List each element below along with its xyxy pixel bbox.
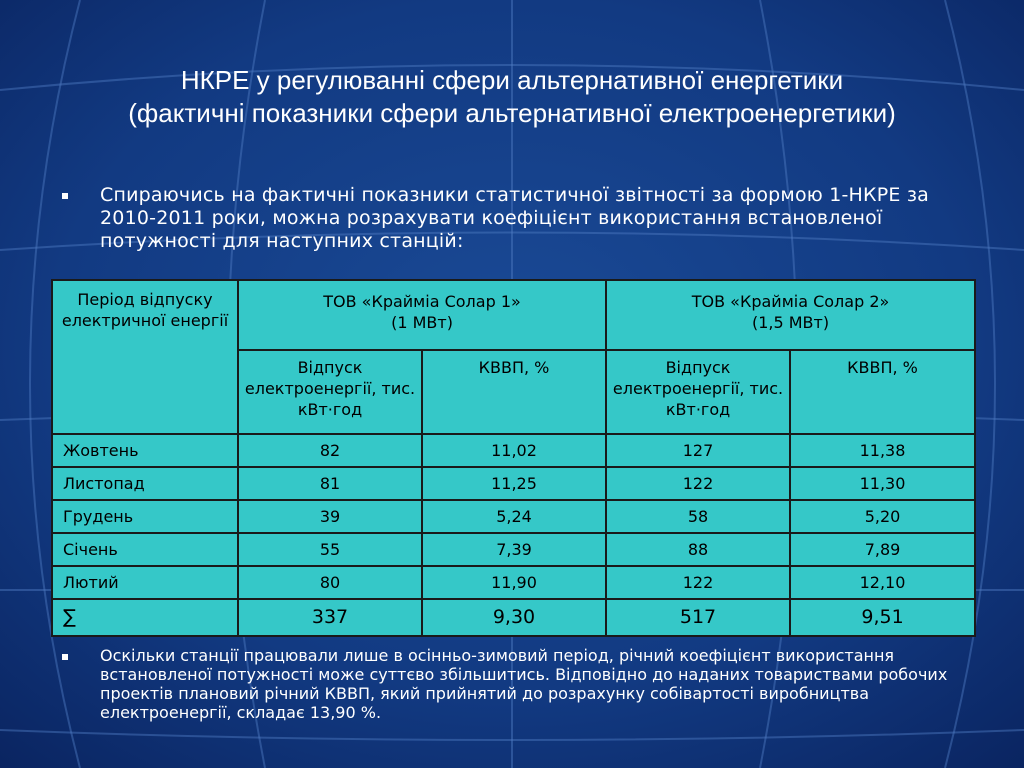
table-row [52, 467, 975, 500]
total-label: ∑ [52, 599, 238, 636]
table-row [52, 434, 975, 467]
station-2-capacity: (1,5 МВт) [751, 313, 830, 332]
table-row [52, 533, 975, 566]
row-month: Січень [52, 533, 238, 566]
table-header-row [52, 280, 975, 350]
header-s2-kvvp: КВВП, % [790, 350, 975, 434]
row-month: Листопад [52, 467, 238, 500]
bullet-square-icon [62, 193, 68, 199]
header-period: Період відпуску електричної енергії [52, 280, 238, 434]
s1-output-cell: 39 [238, 500, 422, 533]
s1-output-cell: 80 [238, 566, 422, 599]
station-1-capacity: (1 МВт) [391, 313, 453, 332]
station-2-name: ТОВ «Крайміа Солар 2» [691, 292, 890, 311]
s1-output-cell: 82 [238, 434, 422, 467]
s1-output-cell: 55 [238, 533, 422, 566]
header-s2-output: Відпуск електроенергії, тис. кВт·год [606, 350, 790, 434]
s2-output-cell: 122 [606, 467, 790, 500]
table-row [52, 566, 975, 599]
total-s1-kvvp: 9,30 [422, 599, 606, 636]
s1-kvvp-cell: 11,02 [422, 434, 606, 467]
s1-kvvp-cell: 5,24 [422, 500, 606, 533]
s2-kvvp-cell: 7,89 [790, 533, 975, 566]
row-month: Лютий [52, 566, 238, 599]
s1-kvvp-cell: 11,90 [422, 566, 606, 599]
bullet-intro-text: Спираючись на фактичні показники статистичної звітності за формою 1-НКРЕ за 2010-2011 роки, можна розрахувати коефіцієнт використання встановленої потужності для наступних станцій: [100, 184, 929, 252]
s2-kvvp-cell: 12,10 [790, 566, 975, 599]
s1-output-cell: 81 [238, 467, 422, 500]
header-station-1 [238, 280, 606, 350]
s2-output-cell: 122 [606, 566, 790, 599]
total-s1-output: 337 [238, 599, 422, 636]
s2-output-cell: 127 [606, 434, 790, 467]
s2-kvvp-cell: 11,38 [790, 434, 975, 467]
s1-kvvp-cell: 7,39 [422, 533, 606, 566]
title-line-1: НКРЕ у регулюванні сфери альтернативної енергетики [180, 65, 844, 95]
total-s2-output: 517 [606, 599, 790, 636]
s2-kvvp-cell: 5,20 [790, 500, 975, 533]
row-month: Грудень [52, 500, 238, 533]
table-total-row [52, 599, 975, 636]
bullet-square-icon [62, 654, 68, 660]
bullet-conclusion [62, 646, 982, 722]
station-1-name: ТОВ «Крайміа Солар 1» [323, 292, 521, 311]
bullet-conclusion-text: Оскільки станції працювали лише в осінньо-зимовий період, річний коефіцієнт використання встановленої потужності може суттєво збільшитись. Відповідно до наданих товариствами робочих проектів плановий річний КВВП, який прийнятий до розрахунку собівартості виробництва електроенергії, складає 13,90 %. [100, 646, 948, 722]
capacity-factor-table [51, 279, 976, 637]
s2-output-cell: 88 [606, 533, 790, 566]
header-station-2 [606, 280, 975, 350]
header-s1-output: Відпуск електроенергії, тис. кВт·год [238, 350, 422, 434]
slide-title [40, 64, 984, 130]
s1-kvvp-cell: 11,25 [422, 467, 606, 500]
title-line-2: (фактичні показники сфери альтернативної електроенергетики) [128, 98, 896, 128]
row-month: Жовтень [52, 434, 238, 467]
s2-output-cell: 58 [606, 500, 790, 533]
total-s2-kvvp: 9,51 [790, 599, 975, 636]
header-s1-kvvp: КВВП, % [422, 350, 606, 434]
bullet-intro [62, 184, 962, 253]
table-row [52, 500, 975, 533]
s2-kvvp-cell: 11,30 [790, 467, 975, 500]
